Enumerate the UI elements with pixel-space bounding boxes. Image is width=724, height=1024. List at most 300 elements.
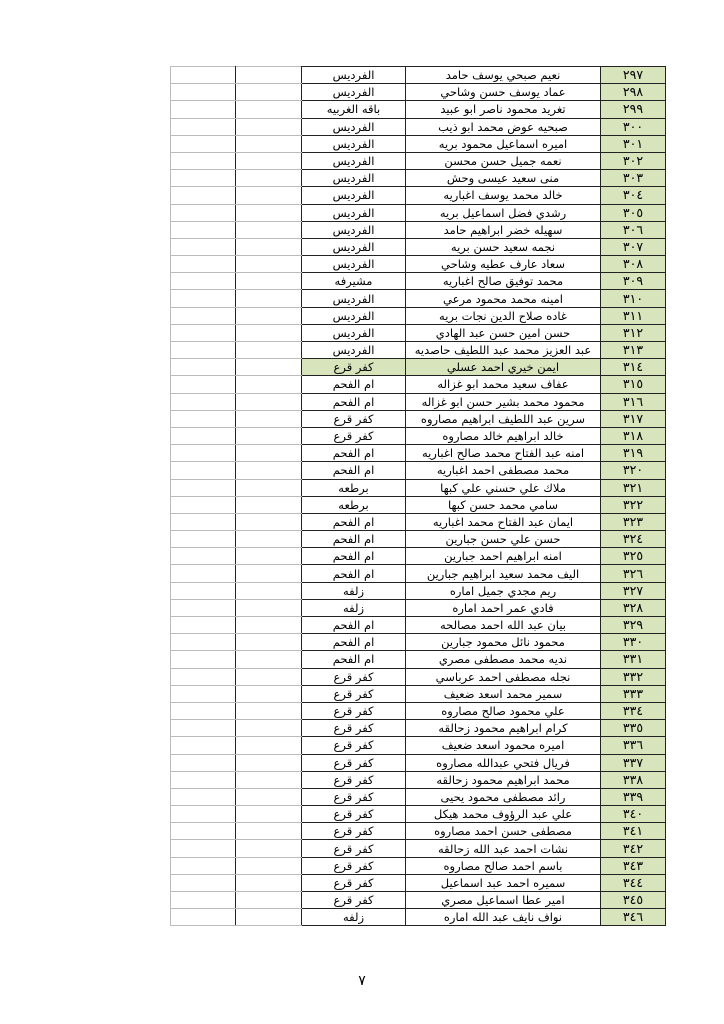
empty-cell — [236, 307, 302, 324]
table-row — [171, 118, 666, 135]
town-cell: كفر قرع — [302, 788, 406, 805]
empty-cell — [236, 496, 302, 513]
table-row — [171, 462, 666, 479]
table-row — [171, 548, 666, 565]
name-cell: رائد مصطفى محمود يحيى — [406, 788, 601, 805]
table-row — [171, 152, 666, 169]
empty-cell — [236, 737, 302, 754]
names-table — [170, 66, 666, 926]
name-cell: فريال فتحي عبدالله مصاروه — [406, 754, 601, 771]
table-row — [171, 359, 666, 376]
empty-cell — [171, 874, 236, 891]
empty-cell — [171, 410, 236, 427]
town-cell: ام الفحم — [302, 445, 406, 462]
table-row — [171, 892, 666, 909]
empty-cell — [236, 324, 302, 341]
table-row — [171, 685, 666, 702]
town-cell: الفرديس — [302, 290, 406, 307]
name-cell: خالد محمد يوسف اغباريه — [406, 187, 601, 204]
empty-cell — [236, 599, 302, 616]
empty-cell — [171, 668, 236, 685]
number-cell: ٣٣٩ — [601, 788, 666, 805]
table-row — [171, 170, 666, 187]
table-row — [171, 342, 666, 359]
name-cell: منى سعيد عيسى وحش — [406, 170, 601, 187]
table-row — [171, 720, 666, 737]
table-row — [171, 376, 666, 393]
number-cell: ٣٣٢ — [601, 668, 666, 685]
number-cell: ٣٢٢ — [601, 496, 666, 513]
town-cell: كفر قرع — [302, 702, 406, 719]
name-cell: ملاك علي حسني علي كبها — [406, 479, 601, 496]
empty-cell — [171, 771, 236, 788]
table-row — [171, 273, 666, 290]
number-cell: ٣٤٦ — [601, 909, 666, 926]
town-cell: برطعه — [302, 479, 406, 496]
town-cell: ام الفحم — [302, 462, 406, 479]
name-cell: امنه ابراهيم احمد جبارين — [406, 548, 601, 565]
empty-cell — [171, 118, 236, 135]
number-cell: ٣١٦ — [601, 393, 666, 410]
table-row — [171, 874, 666, 891]
town-cell: ام الفحم — [302, 513, 406, 530]
empty-cell — [171, 342, 236, 359]
name-cell: ريم مجدي جميل اماره — [406, 582, 601, 599]
name-cell: حسن امين حسن عبد الهادي — [406, 324, 601, 341]
name-cell: امير عطا اسماعيل مصري — [406, 892, 601, 909]
empty-cell — [171, 359, 236, 376]
number-cell: ٣٠٣ — [601, 170, 666, 187]
town-cell: ام الفحم — [302, 548, 406, 565]
empty-cell — [236, 909, 302, 926]
town-cell: ام الفحم — [302, 617, 406, 634]
number-cell: ٣٤٤ — [601, 874, 666, 891]
name-cell: غاده صلاح الدين نجات بريه — [406, 307, 601, 324]
town-cell: ام الفحم — [302, 565, 406, 582]
empty-cell — [171, 720, 236, 737]
table-row — [171, 582, 666, 599]
empty-cell — [171, 806, 236, 823]
table-row — [171, 256, 666, 273]
empty-cell — [171, 273, 236, 290]
name-cell: سامي محمد حسن كبها — [406, 496, 601, 513]
empty-cell — [171, 445, 236, 462]
empty-cell — [171, 565, 236, 582]
name-cell: مصطفى حسن احمد مصاروه — [406, 823, 601, 840]
empty-cell — [171, 256, 236, 273]
empty-cell — [171, 238, 236, 255]
town-cell: ام الفحم — [302, 376, 406, 393]
town-cell: كفر قرع — [302, 737, 406, 754]
name-cell: محمود نائل محمود جبارين — [406, 634, 601, 651]
empty-cell — [236, 857, 302, 874]
name-cell: باسم احمد صالح مصاروه — [406, 857, 601, 874]
town-cell: كفر قرع — [302, 823, 406, 840]
number-cell: ٣٤٥ — [601, 892, 666, 909]
town-cell: كفر قرع — [302, 840, 406, 857]
name-cell: سميره احمد عبد اسماعيل — [406, 874, 601, 891]
number-cell: ٣١٠ — [601, 290, 666, 307]
number-cell: ٣١٤ — [601, 359, 666, 376]
table-row — [171, 840, 666, 857]
empty-cell — [171, 67, 236, 84]
empty-cell — [236, 152, 302, 169]
number-cell: ٣١٥ — [601, 376, 666, 393]
number-cell: ٣٠٢ — [601, 152, 666, 169]
empty-cell — [236, 582, 302, 599]
name-cell: ايمان عبد الفتاح محمد اغباريه — [406, 513, 601, 530]
table-row — [171, 513, 666, 530]
town-cell: كفر قرع — [302, 892, 406, 909]
number-cell: ٣٠٧ — [601, 238, 666, 255]
town-cell: الفرديس — [302, 256, 406, 273]
name-cell: نعمه جميل حسن محسن — [406, 152, 601, 169]
number-cell: ٣٢٠ — [601, 462, 666, 479]
number-cell: ٣٠٥ — [601, 204, 666, 221]
town-cell: باقه الغربيه — [302, 101, 406, 118]
number-cell: ٣٠٨ — [601, 256, 666, 273]
empty-cell — [171, 857, 236, 874]
town-cell: الفرديس — [302, 342, 406, 359]
name-cell: اليف محمد سعيد ابراهيم جبارين — [406, 565, 601, 582]
empty-cell — [236, 427, 302, 444]
town-cell: كفر قرع — [302, 806, 406, 823]
town-cell: الفرديس — [302, 238, 406, 255]
town-cell: برطعه — [302, 496, 406, 513]
empty-cell — [171, 531, 236, 548]
empty-cell — [236, 565, 302, 582]
number-cell: ٣٢٥ — [601, 548, 666, 565]
town-cell: الفرديس — [302, 118, 406, 135]
name-cell: تغريد محمود ناصر ابو عبيد — [406, 101, 601, 118]
number-cell: ٣٣٦ — [601, 737, 666, 754]
table-row — [171, 634, 666, 651]
empty-cell — [236, 290, 302, 307]
number-cell: ٣٤٠ — [601, 806, 666, 823]
town-cell: الفرديس — [302, 84, 406, 101]
town-cell: كفر قرع — [302, 754, 406, 771]
table-row — [171, 427, 666, 444]
name-cell: نجله مصطفى احمد عرباسي — [406, 668, 601, 685]
town-cell: ام الفحم — [302, 531, 406, 548]
number-cell: ٣٤٣ — [601, 857, 666, 874]
empty-cell — [236, 84, 302, 101]
town-cell: كفر قرع — [302, 668, 406, 685]
name-cell: عبد العزيز محمد عبد اللطيف حاصديه — [406, 342, 601, 359]
table-row — [171, 135, 666, 152]
name-cell: نشات احمد عبد الله زحالقه — [406, 840, 601, 857]
town-cell: كفر قرع — [302, 359, 406, 376]
number-cell: ٣١٢ — [601, 324, 666, 341]
empty-cell — [171, 324, 236, 341]
table-row — [171, 754, 666, 771]
name-cell: نعيم صبحي يوسف حامد — [406, 67, 601, 84]
table-row — [171, 617, 666, 634]
empty-cell — [171, 737, 236, 754]
table-row — [171, 238, 666, 255]
empty-cell — [171, 651, 236, 668]
empty-cell — [236, 410, 302, 427]
name-cell: سعاد عارف عطيه وشاحي — [406, 256, 601, 273]
number-cell: ٣٠١ — [601, 135, 666, 152]
empty-cell — [171, 513, 236, 530]
empty-cell — [236, 359, 302, 376]
town-cell: ام الفحم — [302, 651, 406, 668]
table-row — [171, 531, 666, 548]
town-cell: كفر قرع — [302, 685, 406, 702]
number-cell: ٣٢٨ — [601, 599, 666, 616]
empty-cell — [236, 393, 302, 410]
town-cell: كفر قرع — [302, 720, 406, 737]
table-row — [171, 771, 666, 788]
table-row — [171, 324, 666, 341]
table-row — [171, 290, 666, 307]
town-cell: ام الفحم — [302, 634, 406, 651]
empty-cell — [236, 135, 302, 152]
name-cell: نديه محمد مصطفى مصري — [406, 651, 601, 668]
empty-cell — [171, 204, 236, 221]
empty-cell — [171, 702, 236, 719]
empty-cell — [236, 788, 302, 805]
empty-cell — [171, 788, 236, 805]
number-cell: ٣١١ — [601, 307, 666, 324]
table-row — [171, 909, 666, 926]
name-cell: بيان عبد الله احمد مصالحه — [406, 617, 601, 634]
name-cell: سمير محمد اسعد ضعيف — [406, 685, 601, 702]
number-cell: ٣٠٠ — [601, 118, 666, 135]
table-row — [171, 857, 666, 874]
table-row — [171, 221, 666, 238]
town-cell: كفر قرع — [302, 874, 406, 891]
empty-cell — [171, 187, 236, 204]
table-row — [171, 393, 666, 410]
empty-cell — [171, 617, 236, 634]
empty-cell — [171, 892, 236, 909]
name-cell: كرام ابراهيم محمود زحالقه — [406, 720, 601, 737]
table-row — [171, 565, 666, 582]
table-row — [171, 702, 666, 719]
number-cell: ٣٤١ — [601, 823, 666, 840]
name-cell: محمد توفيق صالح اغباريه — [406, 273, 601, 290]
empty-cell — [171, 152, 236, 169]
name-cell: صبحيه عوض محمد ابو ذيب — [406, 118, 601, 135]
number-cell: ٢٩٧ — [601, 67, 666, 84]
empty-cell — [236, 771, 302, 788]
number-cell: ٣٠٦ — [601, 221, 666, 238]
name-cell: محمد مصطفى احمد اغباريه — [406, 462, 601, 479]
table-row — [171, 307, 666, 324]
table-row — [171, 788, 666, 805]
town-cell: الفرديس — [302, 307, 406, 324]
table-row — [171, 101, 666, 118]
name-cell: خالد ابراهيم خالد مصاروه — [406, 427, 601, 444]
empty-cell — [171, 290, 236, 307]
empty-cell — [236, 256, 302, 273]
empty-cell — [171, 754, 236, 771]
empty-cell — [171, 135, 236, 152]
empty-cell — [171, 393, 236, 410]
empty-cell — [236, 462, 302, 479]
table-row — [171, 187, 666, 204]
empty-cell — [171, 685, 236, 702]
empty-cell — [171, 582, 236, 599]
empty-cell — [171, 479, 236, 496]
empty-cell — [236, 874, 302, 891]
empty-cell — [236, 376, 302, 393]
empty-cell — [236, 702, 302, 719]
empty-cell — [236, 548, 302, 565]
number-cell: ٢٩٨ — [601, 84, 666, 101]
empty-cell — [236, 651, 302, 668]
name-cell: عفاف سعيد محمد ابو غزاله — [406, 376, 601, 393]
table-row — [171, 737, 666, 754]
number-cell: ٣٢٦ — [601, 565, 666, 582]
name-cell: محمود محمد بشير حسن ابو غزاله — [406, 393, 601, 410]
table-row — [171, 204, 666, 221]
name-cell: علي عبد الرؤوف محمد هيكل — [406, 806, 601, 823]
empty-cell — [171, 823, 236, 840]
table-row — [171, 823, 666, 840]
number-cell: ٣٤٢ — [601, 840, 666, 857]
name-cell: نجمه سعيد حسن بريه — [406, 238, 601, 255]
name-cell: علي محمود صالح مصاروه — [406, 702, 601, 719]
table-row — [171, 806, 666, 823]
town-cell: الفرديس — [302, 170, 406, 187]
table-row — [171, 479, 666, 496]
empty-cell — [236, 754, 302, 771]
number-cell: ٣٣٨ — [601, 771, 666, 788]
name-cell: حسن علي حسن جبارين — [406, 531, 601, 548]
town-cell: الفرديس — [302, 135, 406, 152]
number-cell: ٣٢٣ — [601, 513, 666, 530]
table-row — [171, 67, 666, 84]
name-cell: نواف نايف عبد الله اماره — [406, 909, 601, 926]
number-cell: ٣٣٣ — [601, 685, 666, 702]
empty-cell — [236, 685, 302, 702]
number-cell: ٣٢١ — [601, 479, 666, 496]
town-cell: مشيرفه — [302, 273, 406, 290]
town-cell: الفرديس — [302, 204, 406, 221]
number-cell: ٣٣٧ — [601, 754, 666, 771]
empty-cell — [171, 84, 236, 101]
empty-cell — [236, 892, 302, 909]
name-cell: فادي عمر احمد اماره — [406, 599, 601, 616]
empty-cell — [171, 599, 236, 616]
town-cell: زلفه — [302, 909, 406, 926]
empty-cell — [236, 170, 302, 187]
empty-cell — [236, 187, 302, 204]
town-cell: الفرديس — [302, 221, 406, 238]
empty-cell — [171, 840, 236, 857]
name-cell: ايمن خيري احمد عسلي — [406, 359, 601, 376]
number-cell: ٣٢٤ — [601, 531, 666, 548]
empty-cell — [171, 427, 236, 444]
number-cell: ٣١٣ — [601, 342, 666, 359]
names-table-body — [171, 67, 666, 926]
town-cell: الفرديس — [302, 152, 406, 169]
empty-cell — [236, 204, 302, 221]
page-number: ٧ — [358, 973, 366, 989]
table-row — [171, 599, 666, 616]
empty-cell — [236, 823, 302, 840]
table-row — [171, 651, 666, 668]
name-cell: عماد يوسف حسن وشاحي — [406, 84, 601, 101]
empty-cell — [236, 67, 302, 84]
town-cell: الفرديس — [302, 324, 406, 341]
town-cell: كفر قرع — [302, 427, 406, 444]
town-cell: ام الفحم — [302, 393, 406, 410]
name-cell: اميره اسماعيل محمود بريه — [406, 135, 601, 152]
empty-cell — [171, 496, 236, 513]
empty-cell — [236, 221, 302, 238]
table-row — [171, 84, 666, 101]
empty-cell — [171, 634, 236, 651]
empty-cell — [236, 445, 302, 462]
town-cell: كفر قرع — [302, 410, 406, 427]
table-row — [171, 410, 666, 427]
number-cell: ٣٢٧ — [601, 582, 666, 599]
table-row — [171, 445, 666, 462]
empty-cell — [236, 806, 302, 823]
name-cell: رشدي فضل اسماعيل بريه — [406, 204, 601, 221]
town-cell: زلفه — [302, 599, 406, 616]
town-cell: زلفه — [302, 582, 406, 599]
empty-cell — [171, 101, 236, 118]
town-cell: كفر قرع — [302, 771, 406, 788]
name-cell: امنه عبد الفتاح محمد صالح اغباريه — [406, 445, 601, 462]
empty-cell — [236, 840, 302, 857]
name-cell: اميره محمود اسعد ضعيف — [406, 737, 601, 754]
number-cell: ٣١٩ — [601, 445, 666, 462]
empty-cell — [236, 720, 302, 737]
number-cell: ٣٣١ — [601, 651, 666, 668]
number-cell: ٣٣٤ — [601, 702, 666, 719]
empty-cell — [171, 376, 236, 393]
empty-cell — [236, 479, 302, 496]
name-cell: محمد ابراهيم محمود زحالقه — [406, 771, 601, 788]
town-cell: الفرديس — [302, 187, 406, 204]
empty-cell — [236, 273, 302, 290]
empty-cell — [236, 342, 302, 359]
empty-cell — [236, 513, 302, 530]
empty-cell — [236, 531, 302, 548]
empty-cell — [171, 307, 236, 324]
empty-cell — [171, 462, 236, 479]
number-cell: ٣٠٤ — [601, 187, 666, 204]
empty-cell — [171, 548, 236, 565]
number-cell: ٣١٧ — [601, 410, 666, 427]
number-cell: ٣٢٩ — [601, 617, 666, 634]
empty-cell — [171, 221, 236, 238]
number-cell: ٣١٨ — [601, 427, 666, 444]
empty-cell — [171, 909, 236, 926]
empty-cell — [236, 617, 302, 634]
empty-cell — [236, 101, 302, 118]
number-cell: ٣٠٩ — [601, 273, 666, 290]
empty-cell — [236, 118, 302, 135]
name-cell: سهيله خضر ابراهيم حامد — [406, 221, 601, 238]
town-cell: كفر قرع — [302, 857, 406, 874]
empty-cell — [236, 634, 302, 651]
town-cell: الفرديس — [302, 67, 406, 84]
empty-cell — [236, 668, 302, 685]
number-cell: ٣٣٠ — [601, 634, 666, 651]
table-row — [171, 668, 666, 685]
empty-cell — [171, 170, 236, 187]
name-cell: سرين عبد اللطيف ابراهيم مصاروه — [406, 410, 601, 427]
name-cell: امينه محمد محمود مرعي — [406, 290, 601, 307]
table-row — [171, 496, 666, 513]
